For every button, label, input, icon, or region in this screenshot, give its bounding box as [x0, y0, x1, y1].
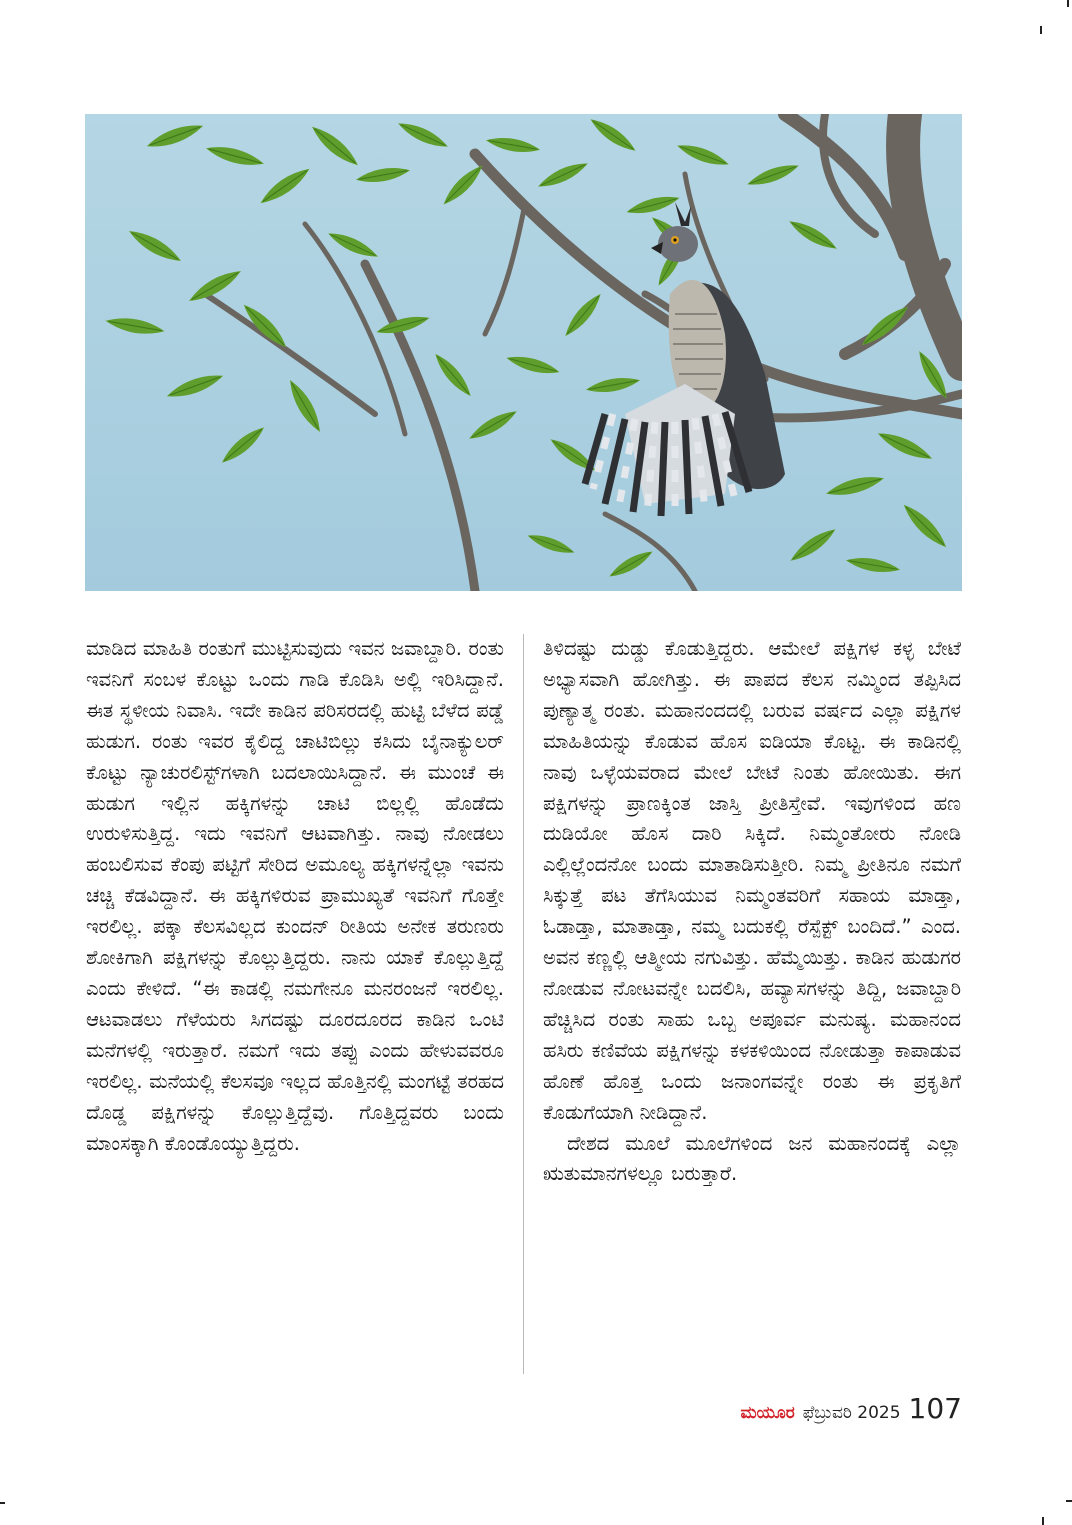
article-column-right [543, 634, 961, 1376]
article-paragraph: ತಿಳಿದಷ್ಟು ದುಡ್ಡು ಕೊಡುತ್ತಿದ್ದರು. ಆಮೇಲೆ ಪಕ್ಷಿಗಳ ಕಳ್ಳ ಬೇಟೆ ಅಭ್ಯಾಸವಾಗಿ ಹೋಗಿತ್ತು. ಈ ಪಾಪದ ಕೆಲಸ ನಮ್ಮಿಂದ ತಪ್ಪಿಸಿದ ಪುಣ್ಯಾತ್ಮ ರಂತು. ಮಹಾನಂದದಲ್ಲಿ ಬರುವ ವರ್ಷದ ಎಲ್ಲಾ ಪಕ್ಷಿಗಳ ಮಾಹಿತಿಯನ್ನು ಕೊಡುವ ಹೊಸ ಐಡಿಯಾ ಕೊಟ್ಟ. ಈ ಕಾಡಿನಲ್ಲಿ ನಾವು ಒಳ್ಳೆಯವರಾದ ಮೇಲೆ ಬೇಟೆ ನಿಂತು ಹೋಯಿತು. ಈಗ ಪಕ್ಷಿಗಳನ್ನು ಪ್ರಾಣಕ್ಕಿಂತ ಜಾಸ್ತಿ ಪ್ರೀತಿಸ್ತೇವೆ. ಇವುಗಳಿಂದ ಹಣ ದುಡಿಯೋ ಹೊಸ ದಾರಿ ಸಿಕ್ಕಿದೆ. ನಿಮ್ಮಂತೋರು ನೋಡಿ ಎಲ್ಲಿಲ್ಲೆಂದನೋ ಬಂದು ಮಾತಾಡಿಸುತ್ತೀರಿ. ನಿಮ್ಮ ಪ್ರೀತಿನೂ ನಮಗೆ ಸಿಕ್ಕುತ್ತೆ ಪಟ ತೆಗೆಸಿಯುವ ನಿಮ್ಮಂತವರಿಗೆ ಸಹಾಯ ಮಾಡ್ತಾ, ಓಡಾಡ್ತಾ, ಮಾತಾಡ್ತಾ, ನಮ್ಮ ಬದುಕಲ್ಲಿ ರೆಸ್ಪೆಕ್ಟ್ ಬಂದಿದೆ.” ಎಂದ. ಅವನ ಕಣ್ಣಲ್ಲಿ ಆತ್ಮೀಯ ನಗುವಿತ್ತು. ಹೆಮ್ಮೆಯಿತ್ತು. ಕಾಡಿನ ಹುಡುಗರ ನೋಡುವ ನೋಟವನ್ನೇ ಬದಲಿಸಿ, ಹವ್ಯಾಸಗಳನ್ನು ತಿದ್ದಿ, ಜವಾಬ್ದಾರಿ ಹೆಚ್ಚಿಸಿದ ರಂತು ಸಾಹು ಒಬ್ಬ ಅಪೂರ್ವ ಮನುಷ್ಯ. ಮಹಾನಂದ ಹಸಿರು ಕಣಿವೆಯ ಪಕ್ಷಿಗಳನ್ನು ಕಳಕಳಿಯಿಂದ ನೋಡುತ್ತಾ ಕಾಪಾಡುವ ಹೊಣೆ ಹೊತ್ತ ಒಂದು ಜನಾಂಗವನ್ನೇ ರಂತು ಈ ಪ್ರಕೃತಿಗೆ ಕೊಡುಗೆಯಾಗಿ ನೀಡಿದ್ದಾನೆ. [543, 637, 961, 1124]
article-column-left [86, 634, 504, 1376]
article-paragraph: ದೇಶದ ಮೂಲೆ ಮೂಲೆಗಳಿಂದ ಜನ ಮಹಾನಂದಕ್ಕೆ ಎಲ್ಲಾ ಋತುಮಾನಗಳಲ್ಲೂ ಬರುತ್ತಾರೆ. [543, 1131, 961, 1186]
magazine-logo: ಮಯೂರ [740, 1403, 795, 1423]
column-divider [523, 634, 524, 1374]
crop-mark [0, 1502, 5, 1504]
crop-mark [1042, 1517, 1044, 1525]
bird-photo [85, 114, 962, 591]
page-footer [741, 1392, 962, 1428]
crop-mark [1067, 0, 1069, 7]
page-number: 107 [908, 1392, 962, 1425]
issue-date: ಫೆಬ್ರುವರಿ 2025 [802, 1403, 901, 1423]
crop-mark [1066, 1500, 1072, 1502]
crop-mark [1040, 26, 1042, 34]
article-paragraph: ಮಾಡಿದ ಮಾಹಿತಿ ರಂತುಗೆ ಮುಟ್ಟಿಸುವುದು ಇವನ ಜವಾಬ್ದಾರಿ. ರಂತು ಇವನಿಗೆ ಸಂಬಳ ಕೊಟ್ಟು ಒಂದು ಗಾಡಿ ಕೊಡಿಸಿ ಅಲ್ಲಿ ಇರಿಸಿದ್ದಾನೆ. ಈತ ಸ್ಥಳೀಯ ನಿವಾಸಿ. ಇದೇ ಕಾಡಿನ ಪರಿಸರದಲ್ಲಿ ಹುಟ್ಟಿ ಬೆಳೆದ ಪಡ್ಡೆ ಹುಡುಗ. ರಂತು ಇವರ ಕೈಲಿದ್ದ ಚಾಟಿಬಿಲ್ಲು ಕಸಿದು ಬೈನಾಕ್ಯುಲರ್ ಕೊಟ್ಟು ನ್ಯಾಚುರಲಿಸ್ಟ್‌ಗಳಾಗಿ ಬದಲಾಯಿಸಿದ್ದಾನೆ. ಈ ಮುಂಚೆ ಈ ಹುಡುಗ ಇಲ್ಲಿನ ಹಕ್ಕಿಗಳನ್ನು ಚಾಟಿ ಬಿಲ್ಲಲ್ಲಿ ಹೊಡೆದು ಉರುಳಿಸುತ್ತಿದ್ದ. ಇದು ಇವನಿಗೆ ಆಟವಾಗಿತ್ತು. ನಾವು ನೋಡಲು ಹಂಬಲಿಸುವ ಕೆಂಪು ಪಟ್ಟಿಗೆ ಸೇರಿದ ಅಮೂಲ್ಯ ಹಕ್ಕಿಗಳನ್ನೆಲ್ಲಾ ಇವನು ಚಚ್ಚಿ ಕೆಡವಿದ್ದಾನೆ. ಈ ಹಕ್ಕಿಗಳಿರುವ ಪ್ರಾಮುಖ್ಯತೆ ಇವನಿಗೆ ಗೊತ್ತೇ ಇರಲಿಲ್ಲ. ಪಕ್ಕಾ ಕೆಲಸವಿಲ್ಲದ ಕುಂದನ್ ರೀತಿಯ ಅನೇಕ ತರುಣರು ಶೋಕಿಗಾಗಿ ಪಕ್ಷಿಗಳನ್ನು ಕೊಲ್ಲುತ್ತಿದ್ದರು. ನಾನು ಯಾಕೆ ಕೊಲ್ಲುತ್ತಿದ್ದೆ ಎಂದು ಕೇಳಿದೆ. “ಈ ಕಾಡಲ್ಲಿ ನಮಗೇನೂ ಮನರಂಜನೆ ಇರಲಿಲ್ಲ. ಆಟವಾಡಲು ಗೆಳೆಯರು ಸಿಗದಷ್ಟು ದೂರದೂರದ ಕಾಡಿನ ಒಂಟಿ ಮನೆಗಳಲ್ಲಿ ಇರುತ್ತಾರೆ. ನಮಗೆ ಇದು ತಪ್ಪು ಎಂದು ಹೇಳುವವರೂ ಇರಲಿಲ್ಲ. ಮನೆಯಲ್ಲಿ ಕೆಲಸವೂ ಇಲ್ಲದ ಹೊತ್ತಿನಲ್ಲಿ ಮಂಗಟ್ಟೆ ತರಹದ ದೊಡ್ಡ ಪಕ್ಷಿಗಳನ್ನು ಕೊಲ್ಲುತ್ತಿದ್ದೆವು. ಗೊತ್ತಿದ್ದವರು ಬಂದು ಮಾಂಸಕ್ಕಾಗಿ ಕೊಂಡೊಯ್ಯುತ್ತಿದ್ದರು. [86, 637, 504, 1155]
